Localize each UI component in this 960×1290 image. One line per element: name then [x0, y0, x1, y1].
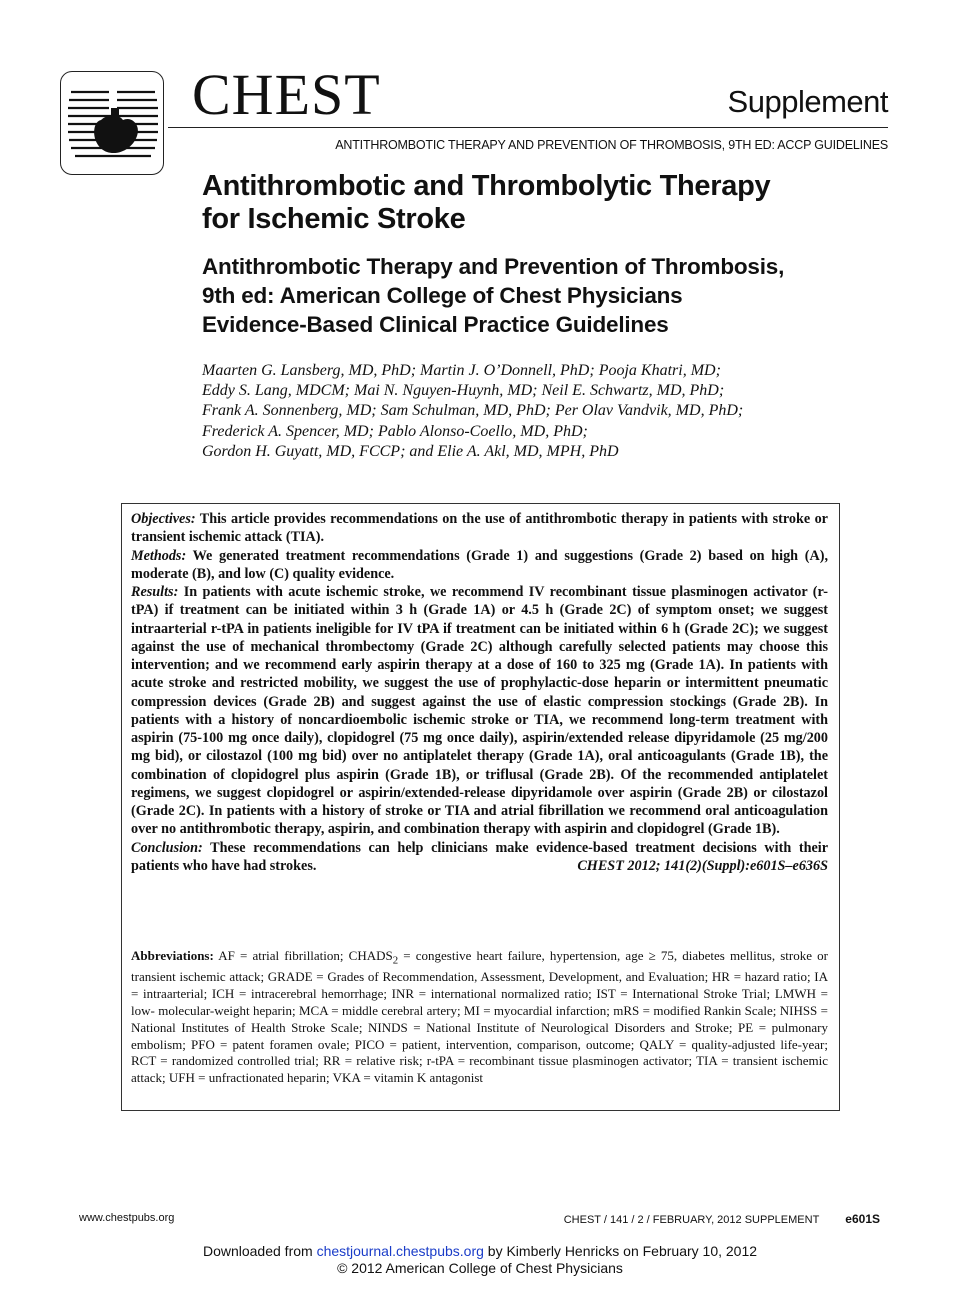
journal-logo-text: CHEST [192, 62, 381, 127]
article-title-line: Antithrombotic and Thrombolytic Therapy [202, 170, 771, 202]
article-title [202, 170, 902, 236]
header-divider [168, 127, 888, 128]
objectives-text: This article provides recommendations on the use of antithrombotic therapy in patients with stroke or transient ischemic attack (TIA). [131, 511, 828, 546]
abstract-objectives [131, 510, 828, 547]
article-subtitle-line: Antithrombotic Therapy and Prevention of Thrombosis, [202, 254, 785, 279]
abbreviations-subscript: 2 [392, 954, 399, 967]
journal-logo-emblem [60, 71, 164, 175]
article-subtitle-line: Evidence-Based Clinical Practice Guidelines [202, 312, 669, 337]
download-notice [0, 1243, 960, 1277]
page-number: e601S [845, 1212, 880, 1226]
abbreviations-label: Abbreviations: [131, 948, 214, 963]
author-line: Gordon H. Guyatt, MD, FCCP; and Elie A. Akl, MD, MPH, PhD [202, 442, 619, 460]
lungs-heart-icon [61, 72, 164, 175]
supplement-label: Supplement [727, 84, 888, 119]
article-subtitle [202, 252, 902, 339]
abbreviations [131, 948, 828, 1087]
download-line [0, 1243, 960, 1260]
abbreviations-text: AF = atrial fibrillation; CHADS [218, 948, 393, 963]
download-suffix: by Kimberly Henricks on February 10, 2012 [483, 1243, 758, 1259]
objectives-label: Objectives: [131, 511, 196, 527]
author-line: Frank A. Sonnenberg, MD; Sam Schulman, MD, PhD; Per Olav Vandvik, MD, PhD; [202, 402, 744, 420]
abstract-text [131, 510, 828, 875]
author-line: Eddy S. Lang, MDCM; Mai N. Nguyen-Huynh, MD; Neil E. Schwartz, MD, PhD; [202, 382, 725, 400]
abstract-methods [131, 547, 828, 584]
abbreviations-text-rest: = congestive heart failure, hypertension, age ≥ 75, diabetes mellitus, stroke or transient ischemic attack; GRADE = Grades of Recommendation, Assessment, Development, and Evaluation; HR = hazard ratio; IA = intraarterial; ICH = intracerebral hemorrhage; INR = international normalized ratio; IST = International Stroke Trial; LMWH = low- molecular-weight heparin; MCA = middle cerebral artery; MI = myocardial infarction; mRS = modified Rankin Scale; NIHSS = National Institutes of Health Stroke Scale; NINDS = National Institute of Neurological Disorders and Stroke; PE = pulmonary embolism; PFO = patent foramen ovale; PICO = patient, intervention, comparison, outcome; QALY = quality-adjusted life-year; RCT = randomized controlled trial; RR = relative risk; r-tPA = recombinant tissue plasminogen activator; TIA = transient ischemic attack; UFH = unfractionated heparin; VKA = vitamin K antagonist [131, 948, 828, 1086]
author-line: Maarten G. Lansberg, MD, PhD; Martin J. O’Donnell, PhD; Pooja Khatri, MD; [202, 362, 721, 379]
download-prefix: Downloaded from [202, 1243, 317, 1259]
conclusion-label: Conclusion: [131, 839, 203, 856]
series-title: ANTITHROMBOTIC THERAPY AND PREVENTION OF THROMBOSIS, 9TH ED: ACCP GUIDELINES [335, 138, 888, 152]
conclusion-text: These recommendations can help clinicians make evidence-based treatment decisions with their patients who have had strokes. [131, 839, 829, 874]
journal-issue-info [564, 1212, 880, 1226]
methods-text: We generated treatment recommendations (Grade 1) and suggestions (Grade 2) based on high (A), moderate (B), and low (C) quality evidence. [131, 547, 828, 582]
abstract-conclusion [131, 839, 828, 876]
website-url[interactable]: www.chestpubs.org [79, 1212, 175, 1224]
journal-issue: CHEST / 141 / 2 / FEBRUARY, 2012 SUPPLEMENT [563, 1214, 820, 1226]
copyright-line: © 2012 American College of Chest Physicians [337, 1260, 623, 1276]
citation: CHEST 2012; 141(2)(Suppl):e601S–e636S [577, 857, 828, 874]
results-text: In patients with acute ischemic stroke, we recommend IV recombinant tissue plasminogen activator (r-tPA) if treatment can be initiated within 3 h (Grade 1A) or 4.5 h (Grade 2C) of symptom onset; we suggest intraarterial r-tPA in patients ineligible for IV tPA if treatment can be initiated within 6 h (Grade 2C); we suggest against the use of mechanical thrombectomy (Grade 2C) although carefully selected patients may choose this intervention; and we recommend early aspirin therapy at a dose of 160 to 325 mg (Grade 1A). In patients with acute stroke and restricted mobility, we suggest the use of prophylactic-dose heparin or intermittent pneumatic compression devices (Grade 2B) and suggest against the use of elastic compression stockings (Grade 2B). In patients with a history of noncardioembolic ischemic stroke or TIA, we recommend long-term treatment with aspirin (75-100 mg once daily), clopidogrel (75 mg once daily), aspirin/extended release dipyridamole (25 mg/200 mg bid), or cilostazol (100 mg bid) over no antiplatelet therapy (Grade 1A), oral anticoagulants (Grade 1B), the combination of clopidogrel plus aspirin (Grade 1B), or triflusal (Grade 2B). Of the recommended antiplatelet regimens, we suggest clopidogrel or aspirin/extended-release dipyridamole over aspirin (Grade 2B) or cilostazol (Grade 2C). In patients with a history of stroke or TIA and atrial fibrillation we recommend oral anticoagulation over no antithrombotic therapy, aspirin, and combination therapy with aspirin and clopidogrel (Grade 1B). [131, 584, 829, 838]
abstract-results [131, 583, 828, 839]
author-line: Frederick A. Spencer, MD; Pablo Alonso-Coello, MD, PhD; [202, 422, 588, 440]
download-source-link[interactable]: chestjournal.chestpubs.org [316, 1243, 484, 1259]
results-label: Results: [131, 584, 179, 600]
methods-label: Methods: [131, 547, 187, 564]
article-subtitle-line: 9th ed: American College of Chest Physicians [202, 283, 683, 308]
article-title-line: for Ischemic Stroke [202, 203, 466, 235]
author-list [202, 361, 902, 462]
